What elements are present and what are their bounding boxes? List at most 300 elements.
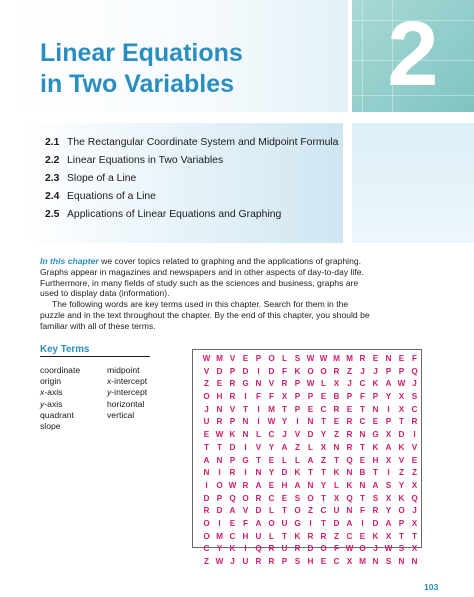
puzzle-letter: P bbox=[229, 455, 236, 465]
puzzle-letter: K bbox=[229, 430, 236, 440]
puzzle-row bbox=[200, 391, 421, 404]
puzzle-letter: R bbox=[268, 544, 275, 554]
puzzle-letter: N bbox=[242, 417, 249, 427]
puzzle-letter: R bbox=[333, 404, 340, 414]
puzzle-letter: L bbox=[333, 480, 339, 490]
intro-paragraph-1-text: we cover topics related to graphing and the applications of graphing. Graphs appear in magazines and newspapers and in other aspects of day-to-day life. Furthermore, in many fields of study such as the sciences and business, graphs are used to display data (information). bbox=[40, 256, 364, 299]
puzzle-letter: N bbox=[255, 468, 262, 478]
puzzle-letter: N bbox=[385, 354, 392, 363]
puzzle-row bbox=[200, 518, 421, 531]
puzzle-row bbox=[200, 429, 421, 442]
section-item bbox=[45, 208, 340, 221]
puzzle-row bbox=[200, 455, 421, 468]
puzzle-letter: R bbox=[320, 531, 327, 541]
section-item bbox=[45, 154, 340, 167]
puzzle-letter: X bbox=[333, 493, 340, 503]
puzzle-letter: S bbox=[294, 493, 301, 503]
puzzle-letter: K bbox=[372, 442, 379, 452]
chapter-title-line-1: Linear Equations bbox=[40, 39, 243, 67]
puzzle-letter: N bbox=[242, 430, 249, 440]
puzzle-letter: R bbox=[359, 354, 366, 363]
puzzle-letter: B bbox=[333, 392, 340, 402]
puzzle-letter: F bbox=[268, 392, 274, 402]
puzzle-letter: I bbox=[244, 392, 247, 402]
puzzle-letter: A bbox=[281, 442, 288, 452]
puzzle-letter: R bbox=[411, 417, 418, 427]
puzzle-letter: L bbox=[294, 455, 300, 465]
puzzle-letter: M bbox=[333, 354, 340, 363]
section-item bbox=[45, 136, 340, 149]
puzzle-letter: W bbox=[215, 430, 224, 440]
puzzle-letter: O bbox=[320, 544, 327, 554]
puzzle-letter: P bbox=[255, 354, 262, 363]
puzzle-letter: I bbox=[296, 417, 299, 427]
puzzle-row bbox=[200, 467, 421, 480]
puzzle-letter: V bbox=[398, 455, 405, 465]
puzzle-letter: W bbox=[306, 379, 315, 389]
puzzle-letter: D bbox=[229, 442, 236, 452]
puzzle-letter: U bbox=[333, 506, 340, 516]
puzzle-letter: L bbox=[320, 379, 326, 389]
puzzle-letter: K bbox=[229, 544, 236, 554]
puzzle-row bbox=[200, 442, 421, 455]
puzzle-letter: V bbox=[255, 442, 262, 452]
puzzle-letter: X bbox=[411, 480, 418, 490]
puzzle-letter: C bbox=[203, 544, 210, 554]
puzzle-letter: Z bbox=[320, 455, 326, 465]
puzzle-letter: R bbox=[346, 442, 353, 452]
puzzle-letter: R bbox=[333, 366, 340, 376]
puzzle-letter: I bbox=[244, 442, 247, 452]
puzzle-row bbox=[200, 416, 421, 429]
puzzle-letter: M bbox=[359, 557, 366, 566]
puzzle-letter: D bbox=[372, 518, 379, 528]
section-number: 2.3 bbox=[45, 173, 60, 184]
puzzle-letter: J bbox=[412, 506, 417, 516]
puzzle-letter: X bbox=[411, 518, 418, 528]
puzzle-letter: H bbox=[242, 531, 249, 541]
puzzle-letter: O bbox=[203, 531, 210, 541]
key-term: vertical bbox=[107, 409, 135, 420]
chapter-title bbox=[40, 38, 243, 100]
chapter-number-tab bbox=[352, 0, 474, 112]
puzzle-letter: O bbox=[320, 366, 327, 376]
puzzle-letter: E bbox=[242, 354, 249, 363]
puzzle-letter: O bbox=[398, 506, 405, 516]
puzzle-letter: E bbox=[346, 404, 353, 414]
puzzle-letter: R bbox=[242, 480, 249, 490]
section-title: Linear Equations in Two Variables bbox=[67, 155, 224, 166]
puzzle-letter: Y bbox=[320, 480, 327, 490]
puzzle-letter: T bbox=[320, 493, 326, 503]
puzzle-letter: E bbox=[320, 392, 327, 402]
puzzle-letter: A bbox=[294, 480, 301, 490]
puzzle-letter: R bbox=[307, 531, 314, 541]
puzzle-letter: T bbox=[216, 442, 222, 452]
puzzle-letter: O bbox=[268, 518, 275, 528]
puzzle-letter: D bbox=[203, 493, 210, 503]
puzzle-row bbox=[200, 505, 421, 518]
puzzle-letter: P bbox=[294, 404, 301, 414]
puzzle-letter: W bbox=[202, 354, 211, 363]
word-search-puzzle bbox=[192, 349, 422, 566]
puzzle-letter: E bbox=[320, 557, 327, 566]
puzzle-row bbox=[200, 556, 421, 569]
puzzle-letter: Y bbox=[281, 417, 288, 427]
puzzle-letter: Q bbox=[255, 544, 262, 554]
puzzle-letter: I bbox=[413, 430, 416, 440]
puzzle-letter: R bbox=[281, 379, 288, 389]
puzzle-letter: J bbox=[282, 430, 287, 440]
puzzle-letter: X bbox=[385, 455, 392, 465]
puzzle-letter: P bbox=[281, 557, 288, 566]
puzzle-letter: T bbox=[411, 531, 417, 541]
puzzle-letter: T bbox=[307, 468, 313, 478]
puzzle-letter: P bbox=[346, 392, 353, 402]
puzzle-letter: I bbox=[205, 480, 208, 490]
chapter-title-line-2: in Two Variables bbox=[40, 70, 235, 98]
puzzle-letter: R bbox=[255, 493, 262, 503]
puzzle-letter: H bbox=[307, 557, 314, 566]
puzzle-letter: D bbox=[255, 506, 262, 516]
puzzle-letter: Y bbox=[385, 392, 392, 402]
puzzle-letter: E bbox=[216, 379, 223, 389]
section-title: The Rectangular Coordinate System and Midpoint Formula bbox=[67, 137, 339, 148]
puzzle-letter: A bbox=[255, 480, 262, 490]
puzzle-letter: K bbox=[372, 379, 379, 389]
section-title: Equations of a Line bbox=[67, 191, 156, 202]
puzzle-row bbox=[200, 353, 421, 366]
puzzle-letter: B bbox=[359, 468, 366, 478]
puzzle-letter: W bbox=[215, 557, 224, 566]
puzzle-letter: X bbox=[385, 531, 392, 541]
puzzle-letter: R bbox=[229, 392, 236, 402]
puzzle-letter: N bbox=[346, 468, 353, 478]
puzzle-letter: J bbox=[360, 366, 365, 376]
puzzle-letter: W bbox=[319, 354, 328, 363]
puzzle-letter: I bbox=[218, 518, 221, 528]
puzzle-letter: V bbox=[268, 379, 275, 389]
puzzle-letter: X bbox=[398, 392, 405, 402]
key-term: origin bbox=[40, 376, 62, 387]
puzzle-letter: N bbox=[398, 557, 405, 566]
puzzle-letter: U bbox=[203, 417, 210, 427]
puzzle-letter: A bbox=[372, 480, 379, 490]
puzzle-letter: T bbox=[281, 404, 287, 414]
puzzle-letter: A bbox=[385, 518, 392, 528]
puzzle-letter: N bbox=[333, 442, 340, 452]
key-term: slope bbox=[40, 421, 61, 432]
puzzle-letter: O bbox=[216, 480, 223, 490]
puzzle-letter: W bbox=[306, 354, 315, 363]
puzzle-letter: Y bbox=[320, 430, 327, 440]
puzzle-letter: P bbox=[385, 417, 392, 427]
puzzle-letter: P bbox=[398, 366, 405, 376]
puzzle-letter: H bbox=[216, 392, 223, 402]
puzzle-letter: Q bbox=[346, 493, 353, 503]
puzzle-letter: P bbox=[216, 493, 223, 503]
puzzle-letter: F bbox=[411, 354, 417, 363]
puzzle-letter: N bbox=[307, 417, 314, 427]
puzzle-letter: V bbox=[229, 404, 236, 414]
puzzle-letter: W bbox=[228, 480, 237, 490]
puzzle-letter: M bbox=[346, 354, 353, 363]
puzzle-letter: X bbox=[385, 430, 392, 440]
puzzle-letter: D bbox=[216, 366, 223, 376]
puzzle-letter: T bbox=[359, 493, 365, 503]
puzzle-letter: T bbox=[398, 417, 404, 427]
puzzle-letter: M bbox=[268, 404, 275, 414]
puzzle-letter: N bbox=[255, 379, 262, 389]
puzzle-letter: Q bbox=[411, 366, 418, 376]
puzzle-letter: E bbox=[372, 417, 379, 427]
puzzle-letter: F bbox=[281, 366, 287, 376]
puzzle-letter: J bbox=[412, 379, 417, 389]
puzzle-letter: T bbox=[320, 417, 326, 427]
puzzle-row bbox=[200, 378, 421, 391]
puzzle-letter: X bbox=[333, 379, 340, 389]
puzzle-letter: E bbox=[203, 430, 210, 440]
section-item bbox=[45, 190, 340, 203]
puzzle-letter: P bbox=[372, 392, 379, 402]
puzzle-letter: Z bbox=[294, 442, 300, 452]
puzzle-letter: Z bbox=[203, 557, 209, 566]
puzzle-letter: E bbox=[229, 518, 236, 528]
puzzle-letter: S bbox=[385, 557, 392, 566]
puzzle-letter: D bbox=[242, 366, 249, 376]
puzzle-letter: R bbox=[229, 468, 236, 478]
puzzle-letter: O bbox=[307, 366, 314, 376]
puzzle-letter: X bbox=[385, 493, 392, 503]
puzzle-letter: Y bbox=[268, 442, 275, 452]
puzzle-letter: I bbox=[244, 544, 247, 554]
puzzle-letter: L bbox=[281, 354, 287, 363]
puzzle-row bbox=[200, 531, 421, 544]
puzzle-letter: T bbox=[359, 404, 365, 414]
puzzle-letter: R bbox=[216, 417, 223, 427]
puzzle-letter: F bbox=[359, 392, 365, 402]
puzzle-letter: K bbox=[398, 442, 405, 452]
puzzle-letter: O bbox=[359, 544, 366, 554]
puzzle-letter: P bbox=[294, 392, 301, 402]
puzzle-letter: P bbox=[229, 366, 236, 376]
puzzle-letter: E bbox=[411, 455, 418, 465]
puzzle-letter: D bbox=[398, 430, 405, 440]
intro-lead: In this chapter bbox=[40, 256, 99, 266]
puzzle-letter: R bbox=[346, 430, 353, 440]
puzzle-letter: H bbox=[281, 480, 288, 490]
puzzle-letter: C bbox=[359, 379, 366, 389]
puzzle-row bbox=[200, 493, 421, 506]
puzzle-letter: O bbox=[242, 493, 249, 503]
puzzle-letter: M bbox=[216, 531, 223, 541]
puzzle-letter: D bbox=[307, 544, 314, 554]
puzzle-row bbox=[200, 366, 421, 379]
puzzle-letter: X bbox=[411, 544, 418, 554]
puzzle-letter: I bbox=[257, 404, 260, 414]
puzzle-letter: T bbox=[255, 455, 261, 465]
puzzle-letter: H bbox=[372, 455, 379, 465]
puzzle-letter: Y bbox=[385, 506, 392, 516]
puzzle-letter: N bbox=[359, 480, 366, 490]
puzzle-letter: K bbox=[333, 468, 340, 478]
puzzle-letter: K bbox=[398, 493, 405, 503]
puzzle-letter: U bbox=[281, 518, 288, 528]
puzzle-letter: K bbox=[346, 480, 353, 490]
puzzle-letter: I bbox=[387, 404, 390, 414]
puzzle-letter: L bbox=[255, 430, 261, 440]
puzzle-letter: A bbox=[229, 506, 236, 516]
puzzle-letter: T bbox=[320, 518, 326, 528]
section-title: Applications of Linear Equations and Graphing bbox=[67, 209, 282, 220]
puzzle-letter: T bbox=[359, 442, 365, 452]
puzzle-letter: O bbox=[203, 392, 210, 402]
puzzle-letter: L bbox=[268, 531, 274, 541]
puzzle-letter: T bbox=[398, 531, 404, 541]
puzzle-letter: A bbox=[203, 455, 210, 465]
puzzle-letter: C bbox=[268, 493, 275, 503]
puzzle-letter: I bbox=[361, 518, 364, 528]
intro-paragraph-2: The following words are key terms used in this chapter. Search for them in the puzzle and in the text throughout the chapter. By the end of this chapter, you should be familiar with all of these terms. bbox=[40, 299, 370, 331]
puzzle-letter: R bbox=[229, 379, 236, 389]
puzzle-letter: P bbox=[385, 366, 392, 376]
puzzle-letter: A bbox=[255, 518, 262, 528]
puzzle-letter: C bbox=[346, 531, 353, 541]
puzzle-letter: O bbox=[203, 518, 210, 528]
puzzle-letter: U bbox=[242, 557, 249, 566]
puzzle-letter: S bbox=[411, 392, 418, 402]
puzzle-letter: R bbox=[346, 417, 353, 427]
puzzle-letter: E bbox=[398, 354, 405, 363]
key-terms-divider bbox=[40, 356, 150, 357]
section-title: Slope of a Line bbox=[67, 173, 137, 184]
puzzle-letter: A bbox=[307, 455, 314, 465]
puzzle-letter: C bbox=[333, 557, 340, 566]
section-item bbox=[45, 172, 340, 185]
key-term: quadrant bbox=[40, 409, 74, 420]
puzzle-letter: J bbox=[373, 366, 378, 376]
puzzle-letter: I bbox=[244, 468, 247, 478]
puzzle-letter: E bbox=[268, 455, 275, 465]
page-number: 103 bbox=[424, 582, 439, 592]
puzzle-letter: G bbox=[242, 379, 249, 389]
puzzle-letter: E bbox=[281, 493, 288, 503]
puzzle-letter: N bbox=[346, 506, 353, 516]
puzzle-letter: D bbox=[333, 518, 340, 528]
puzzle-letter: T bbox=[203, 442, 209, 452]
puzzle-letter: D bbox=[281, 468, 288, 478]
puzzle-letter: I bbox=[257, 366, 260, 376]
puzzle-letter: F bbox=[333, 544, 339, 554]
section-number: 2.4 bbox=[45, 191, 60, 202]
puzzle-letter: Y bbox=[216, 544, 223, 554]
puzzle-letter: Z bbox=[203, 379, 209, 389]
puzzle-letter: Z bbox=[346, 366, 352, 376]
puzzle-letter: N bbox=[411, 557, 418, 566]
puzzle-letter: E bbox=[307, 404, 314, 414]
puzzle-letter: D bbox=[307, 430, 314, 440]
puzzle-letter: K bbox=[294, 366, 301, 376]
puzzle-letter: N bbox=[307, 480, 314, 490]
puzzle-letter: R bbox=[372, 506, 379, 516]
section-list bbox=[45, 136, 340, 226]
puzzle-letter: T bbox=[281, 531, 287, 541]
puzzle-letter: X bbox=[281, 392, 288, 402]
puzzle-letter: I bbox=[387, 468, 390, 478]
puzzle-letter: P bbox=[307, 392, 314, 402]
puzzle-letter: L bbox=[268, 506, 274, 516]
puzzle-letter: T bbox=[281, 506, 287, 516]
puzzle-letter: S bbox=[372, 493, 379, 503]
puzzle-letter: O bbox=[294, 506, 301, 516]
key-term: midpoint bbox=[107, 365, 140, 375]
puzzle-letter: W bbox=[267, 417, 276, 427]
puzzle-letter: N bbox=[372, 404, 379, 414]
puzzle-letter: T bbox=[320, 468, 326, 478]
puzzle-letter: C bbox=[320, 506, 327, 516]
puzzle-letter: V bbox=[411, 442, 418, 452]
puzzle-letter: K bbox=[294, 468, 301, 478]
intro-paragraph-1 bbox=[40, 256, 372, 299]
puzzle-letter: T bbox=[372, 468, 378, 478]
puzzle-row bbox=[200, 480, 421, 493]
puzzle-letter: U bbox=[255, 531, 262, 541]
puzzle-letter: I bbox=[309, 518, 312, 528]
section-list-side-tab bbox=[352, 123, 474, 243]
puzzle-letter: W bbox=[397, 379, 406, 389]
puzzle-letter: Z bbox=[411, 468, 417, 478]
puzzle-letter: Z bbox=[333, 430, 339, 440]
puzzle-row bbox=[200, 543, 421, 556]
puzzle-letter: I bbox=[257, 417, 260, 427]
chapter-intro bbox=[40, 256, 372, 332]
puzzle-letter: J bbox=[373, 544, 378, 554]
puzzle-letter: V bbox=[229, 354, 236, 363]
puzzle-letter: X bbox=[320, 442, 327, 452]
puzzle-letter: F bbox=[242, 518, 248, 528]
puzzle-letter: N bbox=[372, 557, 379, 566]
puzzle-letter: U bbox=[281, 544, 288, 554]
key-terms-column-2 bbox=[107, 365, 147, 421]
section-number: 2.5 bbox=[45, 209, 60, 220]
puzzle-letter: D bbox=[268, 366, 275, 376]
puzzle-letter: C bbox=[359, 417, 366, 427]
puzzle-letter: Y bbox=[268, 468, 275, 478]
puzzle-letter: O bbox=[307, 493, 314, 503]
section-number: 2.2 bbox=[45, 155, 60, 166]
key-term: y-axis bbox=[40, 398, 63, 409]
puzzle-letter: G bbox=[242, 455, 249, 465]
key-term: y-intercept bbox=[107, 387, 148, 398]
puzzle-letter: V bbox=[203, 366, 210, 376]
puzzle-letter: Q bbox=[411, 493, 418, 503]
puzzle-letter: R bbox=[294, 544, 301, 554]
puzzle-letter: X bbox=[398, 404, 405, 414]
key-terms-heading: Key Terms bbox=[40, 344, 90, 355]
section-number: 2.1 bbox=[45, 137, 60, 148]
puzzle-letter: G bbox=[294, 518, 301, 528]
puzzle-letter: K bbox=[372, 531, 379, 541]
puzzle-letter: T bbox=[333, 455, 339, 465]
puzzle-letter: S bbox=[294, 354, 301, 363]
puzzle-letter: R bbox=[268, 557, 275, 566]
puzzle-letter: J bbox=[204, 404, 209, 414]
puzzle-letter: A bbox=[385, 442, 392, 452]
puzzle-letter: X bbox=[346, 557, 353, 566]
puzzle-letter: O bbox=[268, 354, 275, 363]
puzzle-letter: J bbox=[347, 379, 352, 389]
puzzle-letter: F bbox=[255, 392, 261, 402]
